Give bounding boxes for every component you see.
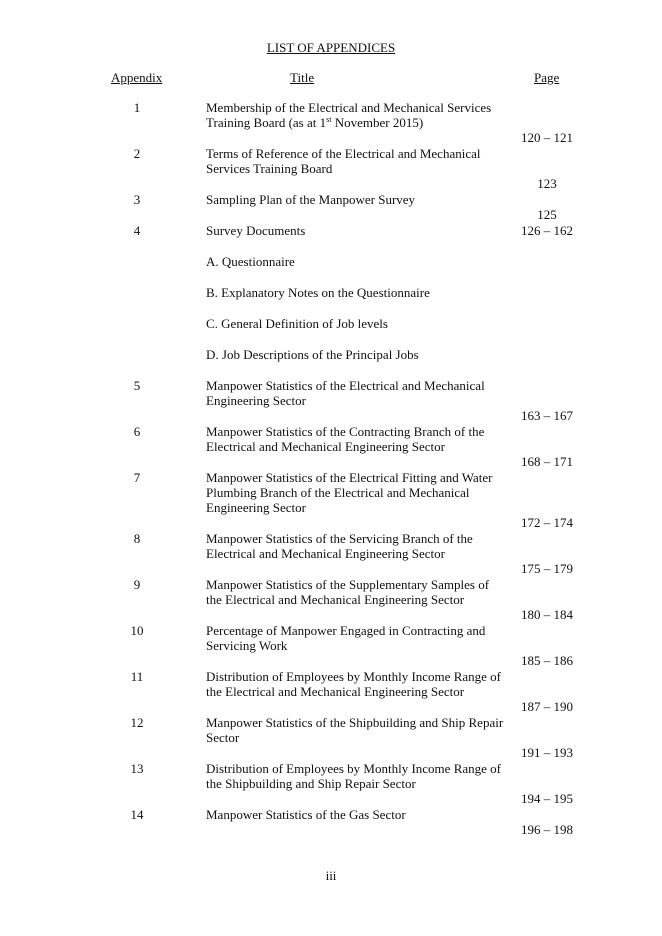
appendix-title: Manpower Statistics of the Servicing Branch of the Electrical and Mechanical Engineering Sector xyxy=(206,531,473,561)
appendix-pages: 126 – 162 xyxy=(521,223,573,238)
appendix-pages: 196 – 198 xyxy=(521,822,573,837)
appendix-row xyxy=(0,715,662,760)
appendix-pages: 123 xyxy=(537,176,557,191)
appendix-number: 9 xyxy=(133,577,141,592)
appendix-number: 11 xyxy=(130,669,144,684)
appendix-subitem: B. Explanatory Notes on the Questionnaire xyxy=(206,285,430,300)
appendix-number: 4 xyxy=(133,223,141,238)
appendix-row xyxy=(0,470,662,530)
page-number: iii xyxy=(325,868,337,883)
appendix-title-text: Survey Documents xyxy=(206,223,306,238)
appendix-pages: 191 – 193 xyxy=(521,745,573,760)
appendix-title xyxy=(206,100,506,130)
appendix-title-text: Membership of the Electrical and Mechanical Services Training Board (as at 1 xyxy=(206,100,492,130)
appendix-title: Manpower Statistics of the Electrical Fitting and Water Plumbing Branch of the Electrical and Mechanical Engineering Sector xyxy=(206,470,493,515)
appendix-number: 10 xyxy=(130,623,144,638)
appendix-title: Distribution of Employees by Monthly Income Range of the Shipbuilding and Ship Repair Sector xyxy=(206,761,501,791)
appendix-number: 3 xyxy=(133,192,141,207)
appendix-title xyxy=(206,223,506,362)
appendix-pages: 163 – 167 xyxy=(521,408,573,423)
appendix-number: 5 xyxy=(133,378,141,393)
appendix-pages: 185 – 186 xyxy=(521,653,573,668)
appendix-row xyxy=(0,378,662,423)
appendix-number: 7 xyxy=(133,470,141,485)
appendix-row xyxy=(0,577,662,622)
appendix-row xyxy=(0,531,662,576)
appendix-pages: 168 – 171 xyxy=(521,454,573,469)
appendix-pages: 194 – 195 xyxy=(521,791,573,806)
appendix-subitem: A. Questionnaire xyxy=(206,254,295,269)
appendix-title-superscript: st xyxy=(326,115,332,124)
appendix-subitem: D. Job Descriptions of the Principal Jobs xyxy=(206,347,419,362)
appendix-title: Terms of Reference of the Electrical and Mechanical Services Training Board xyxy=(206,146,481,176)
appendix-subitem: C. General Definition of Job levels xyxy=(206,316,388,331)
appendix-title: Percentage of Manpower Engaged in Contracting and Servicing Work xyxy=(206,623,486,653)
appendix-title: Distribution of Employees by Monthly Income Range of the Electrical and Mechanical Engineering Sector xyxy=(206,669,501,699)
appendix-pages: 125 xyxy=(537,207,557,222)
appendix-row xyxy=(0,761,662,806)
appendix-title-text-end: November 2015) xyxy=(331,115,424,130)
column-header-appendix: Appendix xyxy=(111,70,163,85)
appendix-number: 14 xyxy=(130,807,144,822)
column-header-page: Page xyxy=(534,70,560,85)
page-title: LIST OF APPENDICES xyxy=(266,40,396,55)
appendix-row xyxy=(0,623,662,668)
appendix-pages: 175 – 179 xyxy=(521,561,573,576)
appendix-number: 1 xyxy=(133,100,141,115)
appendix-number: 12 xyxy=(130,715,144,730)
appendix-title: Manpower Statistics of the Supplementary Samples of the Electrical and Mechanical Engineering Sector xyxy=(206,577,490,607)
appendix-row xyxy=(0,669,662,714)
appendix-row xyxy=(0,223,662,362)
appendix-pages: 120 – 121 xyxy=(521,130,573,145)
column-header-title: Title xyxy=(290,70,315,85)
appendix-number: 6 xyxy=(133,424,141,439)
appendix-number: 13 xyxy=(130,761,144,776)
appendix-row xyxy=(0,192,662,222)
appendix-number: 8 xyxy=(133,531,141,546)
appendix-row xyxy=(0,424,662,469)
appendix-row xyxy=(0,100,662,145)
appendix-title: Manpower Statistics of the Gas Sector xyxy=(206,807,406,822)
appendix-title: Manpower Statistics of the Electrical and Mechanical Engineering Sector xyxy=(206,378,485,408)
appendix-title: Manpower Statistics of the Shipbuilding and Ship Repair Sector xyxy=(206,715,504,745)
appendix-number: 2 xyxy=(133,146,141,161)
appendix-pages: 187 – 190 xyxy=(521,699,573,714)
appendix-pages: 172 – 174 xyxy=(521,515,573,530)
appendix-row xyxy=(0,807,662,837)
appendix-title: Sampling Plan of the Manpower Survey xyxy=(206,192,416,207)
appendix-title: Manpower Statistics of the Contracting Branch of the Electrical and Mechanical Engineering Sector xyxy=(206,424,485,454)
appendix-list xyxy=(0,100,662,837)
appendix-row xyxy=(0,146,662,191)
appendix-pages: 180 – 184 xyxy=(521,607,573,622)
